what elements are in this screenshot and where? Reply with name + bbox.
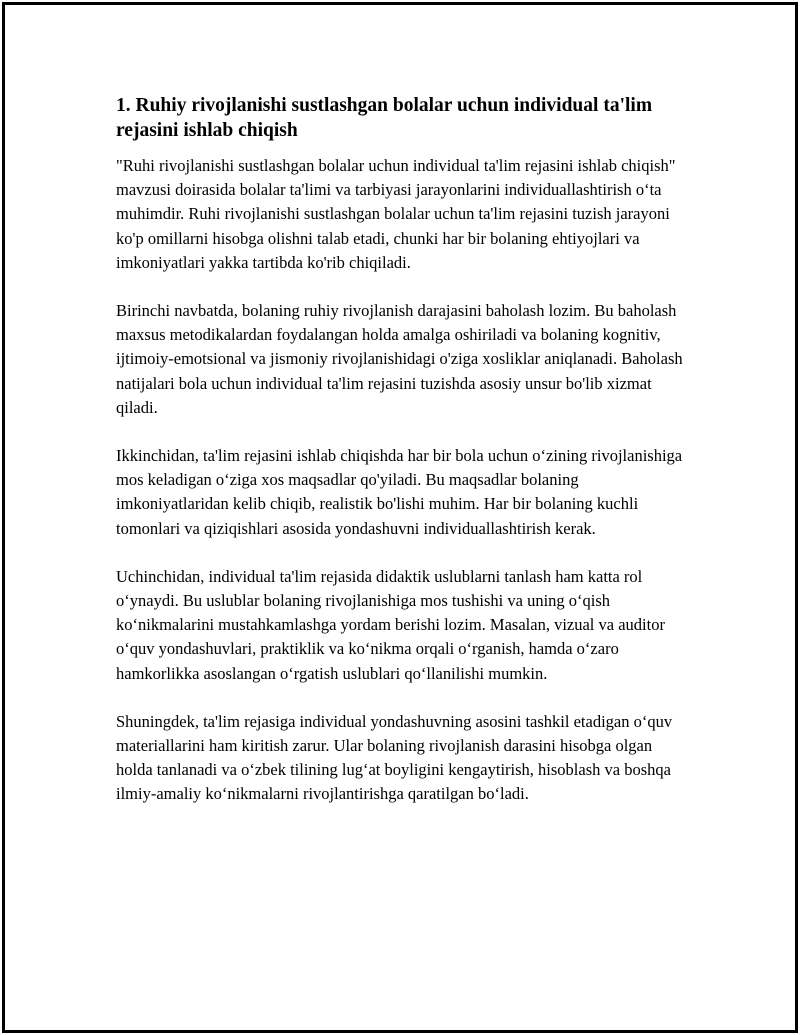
document-body xyxy=(116,93,686,831)
paragraph-first: Birinchi navbatda, bolaning ruhiy rivojlanish darajasini baholash lozim. Bu baholash maxsus metodikalardan foydalangan holda amalga oshiriladi va bolaning kognitiv, ijtimoiy-emotsional va jismoniy rivojlanishidagi o'ziga xosliklar aniqlanadi. Baholash natijalari bola uchun individual ta'lim rejasini tuzishda asosiy unsur bo'lib xizmat qiladi. xyxy=(116,301,683,417)
paragraph-materials: Shuningdek, ta'lim rejasiga individual yondashuvning asosini tashkil etadigan o‘quv materiallarini ham kiritish zarur. Ular bolaning rivojlanish darasini hisobga olgan holda tanlanadi va o‘zbek tilining lug‘at boyligini kengaytirish, hisoblash va boshqa ilmiy-amaliy ko‘nikmalarni rivojlantirishga qaratilgan bo‘ladi. xyxy=(116,711,673,804)
paragraph-intro: "Ruhi rivojlanishi sustlashgan bolalar uchun individual ta'lim rejasini ishlab chiqish" mavzusi doirasida bolalar ta'limi va tarbiyasi jarayonlarini individuallashtirish o‘ta muhimdir. Ruhi rivojlanishi sustlashgan bolalar uchun ta'lim rejasini tuzish jarayoni ko'p omillarni hisobga olishni talab etadi, chunki har bir bolaning ehtiyojlari va imkoniyatlari yakka tartibda ko'rib chiqiladi. xyxy=(116,156,676,272)
paragraph-third: Uchinchidan, individual ta'lim rejasida didaktik uslublarni tanlash ham katta rol o‘ynaydi. Bu uslublar bolaning rivojlanishiga mos tushishi va uning o‘qish ko‘nikmalarini mustahkamlashga yordam berishi lozim. Masalan, vizual va auditor o‘quv yondashuvlari, praktiklik va ko‘nikma orqali o‘rganish, hamda o‘zaro hamkorlikka asoslangan o‘rgatish uslublari qo‘llanilishi mumkin. xyxy=(116,566,665,683)
paragraph-second: Ikkinchidan, ta'lim rejasini ishlab chiqishda har bir bola uchun o‘zining rivojlanishiga mos keladigan o‘ziga xos maqsadlar qo'yiladi. Bu maqsadlar bolaning imkoniyatlaridan kelib chiqib, realistik bo'lishi muhim. Har bir bolaning kuchli tomonlari va qiziqishlari asosida yondashuvni individuallashtirish kerak. xyxy=(116,446,683,538)
section-title: 1. Ruhiy rivojlanishi sustlashgan bolalar uchun individual ta'lim rejasini ishlab chiqish xyxy=(116,95,653,141)
